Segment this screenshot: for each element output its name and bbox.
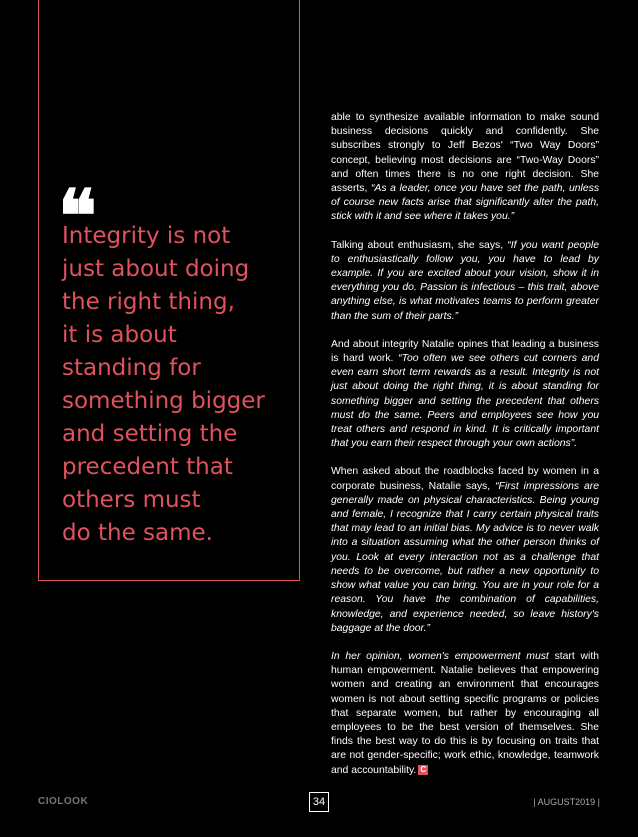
pull-quote-line: just about doing [62, 256, 250, 282]
pull-quote-line: and setting the [62, 421, 238, 447]
pull-quote-line: do the same. [62, 520, 213, 546]
article-paragraph-1 [331, 111, 599, 225]
pull-quote-line: something bigger [62, 388, 265, 414]
article-quote: “First impressions are generally made on physical characteristics. Being young and female, I recognize that I carry certain physical traits that may lead to an initial bias. My advice is to never walk into a situation assuming what the other person thinks of you. Look at every interaction not as a challenge that needs to be overcome, but rather a new opportunity to show what value you can bring. You are in your role for a reason. You have the combination of capabilities, knowledge, and experience needed, so leave history's baggage at the door.” [331, 480, 600, 634]
article-paragraph-4 [331, 465, 599, 635]
page-number: 34 [309, 792, 329, 812]
article-paragraph-5 [331, 650, 599, 778]
article-quote: “If you want people to enthusiastically follow you, you have to lead by example. If you are excited about your vision, show it in everything you do. Passion is infectious – this trait, above anything else, is what motivates teams to perform greater than the sum of their parts.” [331, 239, 599, 322]
pull-quote-line: Integrity is not [62, 223, 231, 249]
pull-quote-line: precedent that [62, 454, 233, 480]
footer-logo: CIOLOOK [38, 796, 89, 807]
article-body [331, 111, 599, 792]
article-paragraph-3 [331, 338, 599, 452]
quote-mark-icon: ❝ [58, 173, 91, 258]
pull-quote [62, 220, 292, 550]
end-mark-icon: C [418, 765, 428, 775]
article-text: start with human empowerment. Natalie believes that empowering women and creating an environment that encourages women is not about setting specific programs or policies that separate women, but rather by encouraging all employees to be the best version of themselves. She finds the best way to do this is by focusing on traits that are not gender-specific; work ethic, knowledge, teamwork and accountability. [331, 650, 599, 776]
pull-quote-line: it is about [62, 322, 177, 348]
article-text: able to synthesize available information to make sound business decisions quickly and confidently. She subscribes strongly to Jeff Bezos' “Two Way Doors” concept, believing most decisions are “Two-Way Doors” and often times there is no one right decision. She asserts, [331, 112, 599, 195]
pull-quote-line: standing for [62, 355, 201, 381]
article-quote: “As a leader, once you have set the path, unless of course new facts arise that significantly alter the path, stick with it and see where it takes you.” [331, 183, 600, 223]
footer-date: | AUGUST2019 | [533, 797, 600, 807]
article-text: Talking about enthusiasm, she says, [331, 239, 508, 251]
article-quote: In her opinion, women's empowerment must [331, 650, 549, 662]
pull-quote-line: the right thing, [62, 289, 235, 315]
article-paragraph-2 [331, 239, 599, 324]
article-text: And about integrity Natalie opines that leading a business is hard work. [331, 338, 599, 365]
article-quote: “Too often we see others cut corners and even earn short term rewards as a result. Integrity is not just about doing the right thing, it is about standing for something bigger and setting the precedent that others must do the same. Peers and employees see how you treat others and respond in kind. It is critically important that you earn their respect through your own actions”. [331, 353, 599, 450]
pull-quote-line: others must [62, 487, 201, 513]
article-text: When asked about the roadblocks faced by women in a corporate business, Natalie says, [331, 466, 599, 492]
